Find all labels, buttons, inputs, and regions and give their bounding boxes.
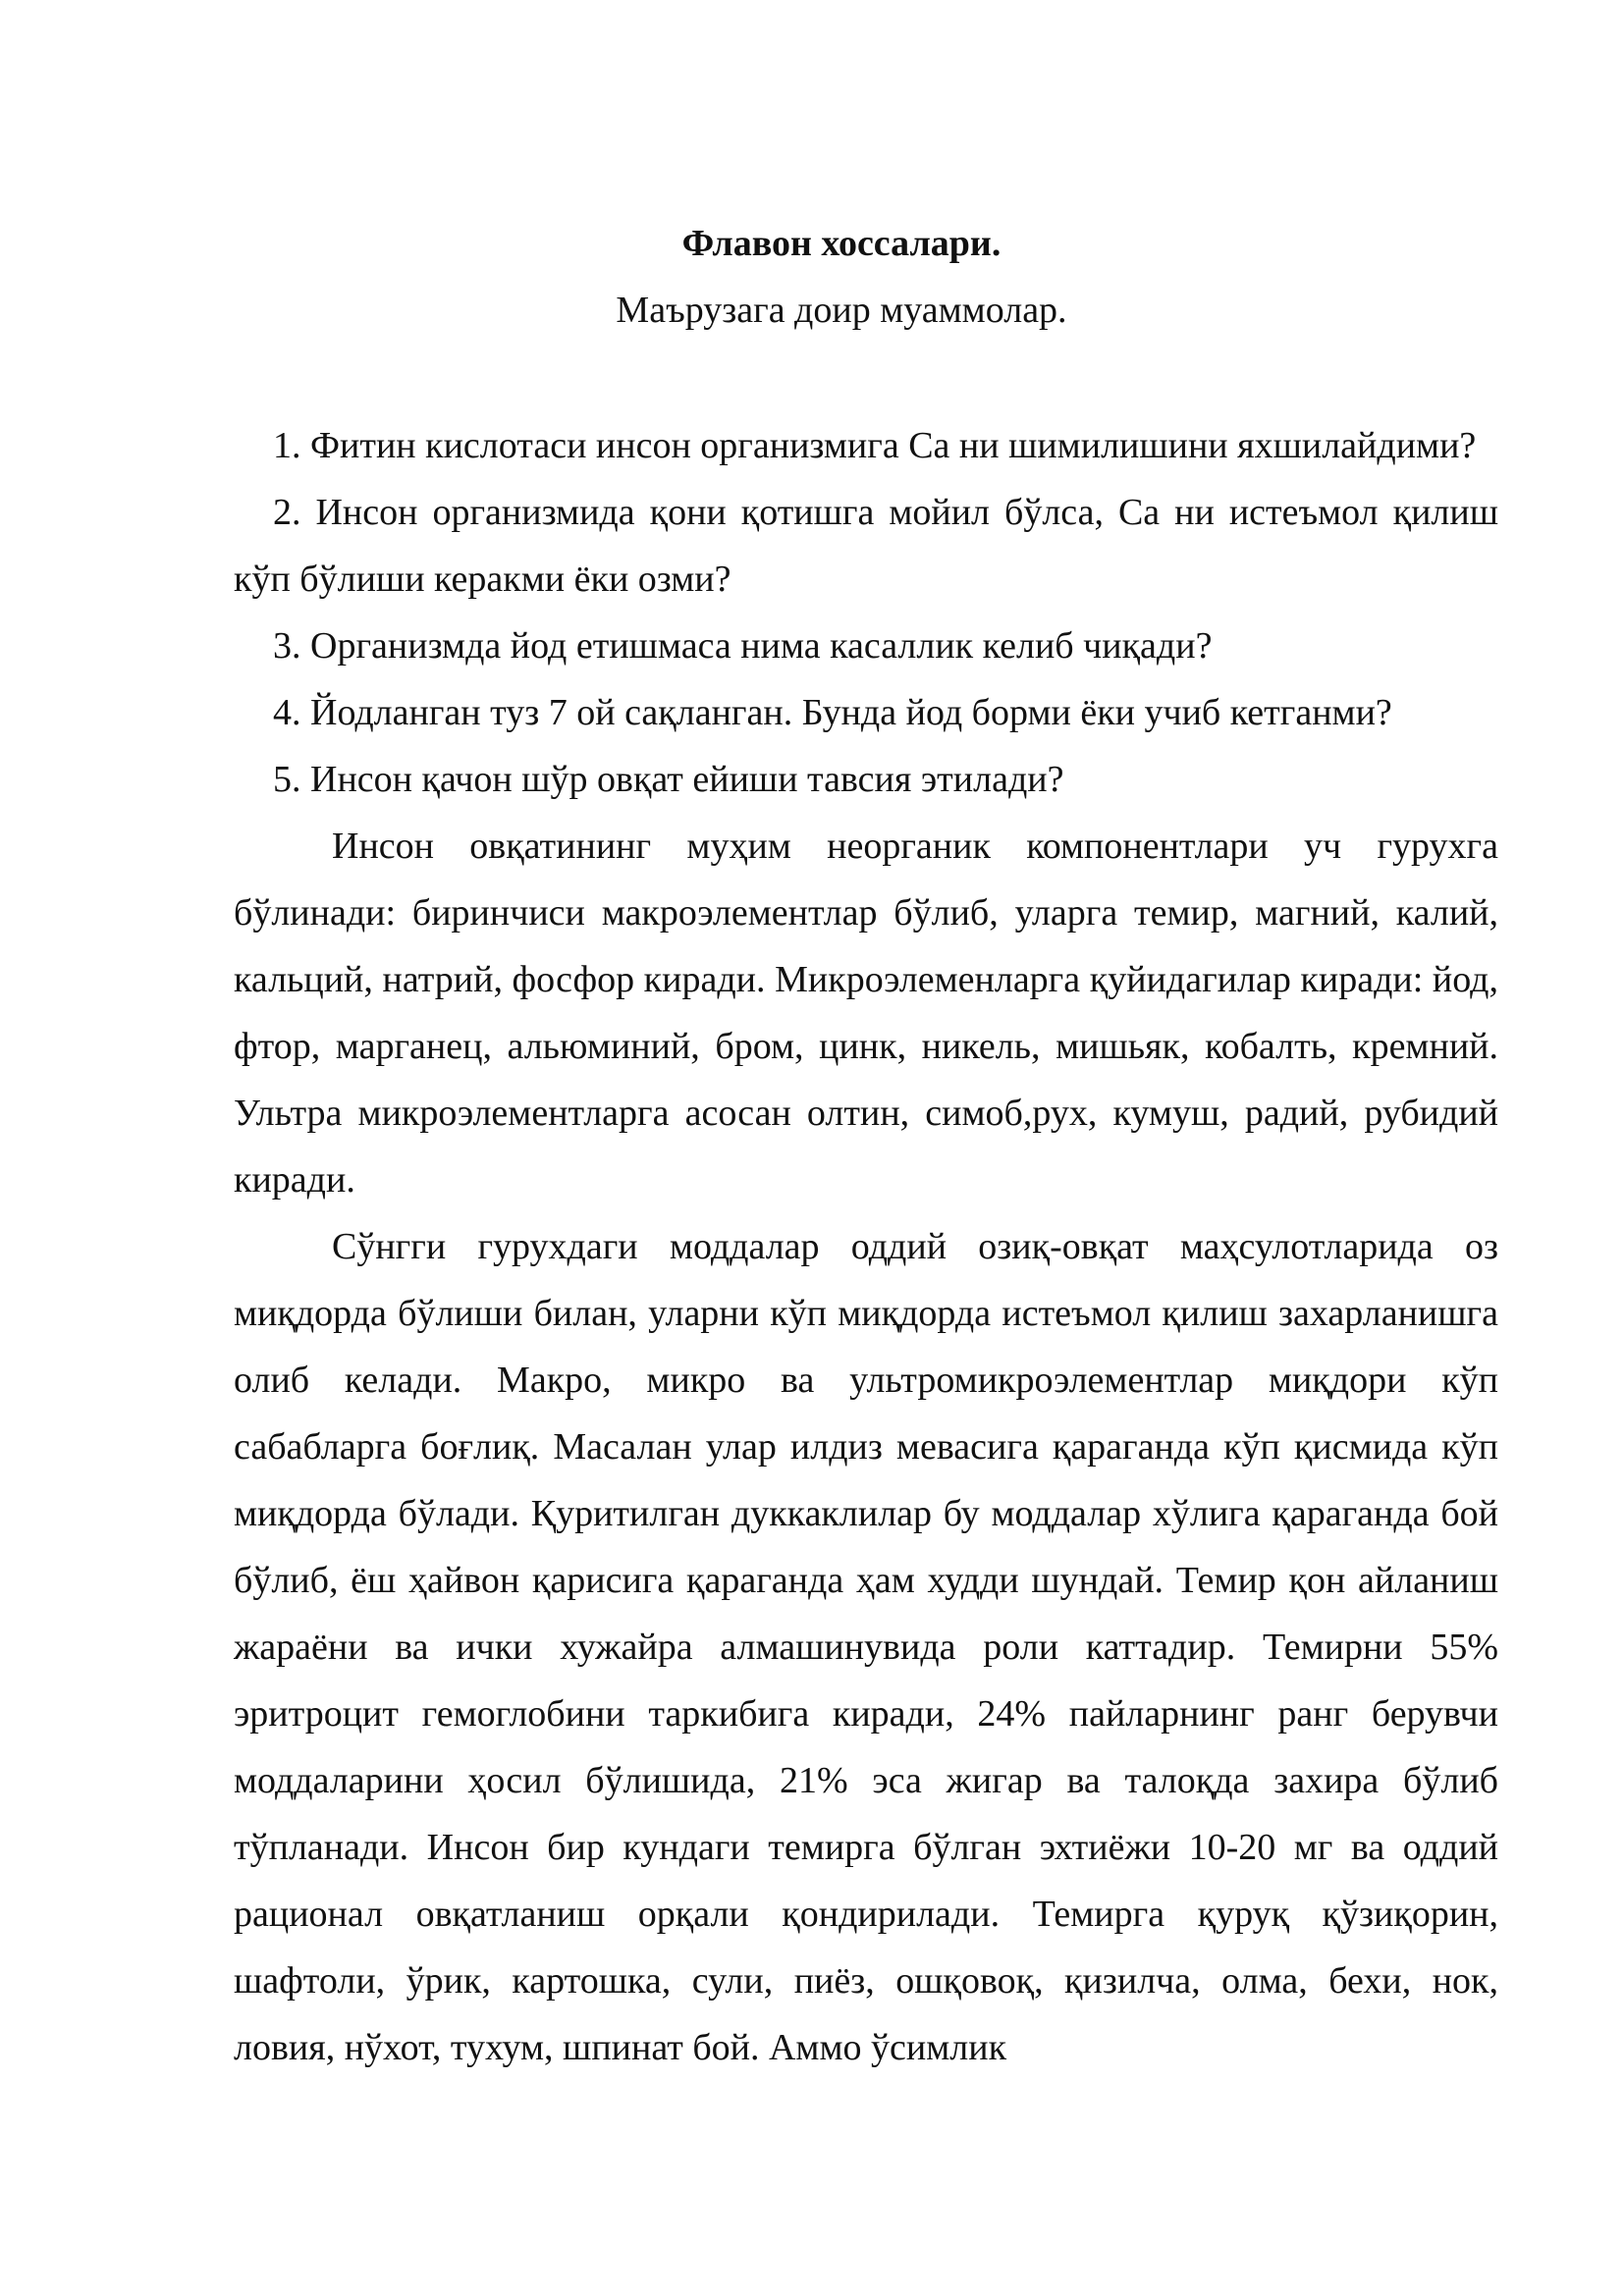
question-number: 2. <box>273 492 301 533</box>
question-text: Фитин кислотаси инсон организмига Ca ни шимилишини яхшилайдими? <box>310 425 1477 466</box>
question-text: Инсон қачон шўр овқат ейиши тавсия этилади? <box>310 759 1064 800</box>
question-item <box>234 412 1498 479</box>
question-item <box>234 679 1498 746</box>
document-body <box>234 412 1498 2081</box>
body-paragraph: Сўнгги гурухдаги моддалар оддий озиқ-овқат маҳсулотларида оз миқдорда бўлиши билан, уларни кўп миқдорда истеъмол қилиш захарланишга олиб келади. Макро, микро ва ультромикроэлементлар миқдори кўп сабабларга боғлиқ. Масалан улар илдиз мевасига қараганда кўп қисмида кўп миқдорда бўлади. Қуритилган дуккаклилар бу моддалар хўлига қараганда бой бўлиб, ёш ҳайвон қарисига қараганда ҳам худди шундай. Темир қон айланиш жараёни ва ички хужайра алмашинувида роли каттадир. Темирни 55% эритроцит гемоглобини таркибига киради, 24% пайларнинг ранг берувчи моддаларини ҳосил бўлишида, 21% эса жигар ва талоқда захира бўлиб тўпланади. Инсон бир кундаги темирга бўлган эхтиёжи 10-20 мг ва оддий рационал овқатланиш орқали қондирилади. Темирга қуруқ қўзиқорин, шафтоли, ўрик, картошка, сули, пиёз, ошқовоқ, қизилча, олма, бехи, нок, ловия, нўхот, тухум, шпинат бой. Аммо ўсимлик <box>234 1226 1498 2068</box>
document-subtitle: Маърузага доир муаммолар. <box>616 290 1067 331</box>
question-item <box>234 613 1498 679</box>
question-number: 4. <box>273 692 301 733</box>
question-text: Организмда йод етишмаса нима касаллик келиб чиқади? <box>310 625 1213 667</box>
question-list <box>234 412 1498 813</box>
question-item <box>234 479 1498 613</box>
question-text: Инсон организмида қони қотишга мойил бўлса, Ca ни истеъмол қилиш кўп бўлиши керакми ёки озми? <box>234 492 1498 600</box>
body-paragraph: Инсон овқатининг муҳим неорганик компонентлари уч гурухга бўлинади: биринчиси макроэлементлар бўлиб, уларга темир, магний, калий, кальций, натрий, фосфор киради. Микроэлеменларга қуйидагилар киради: йод, фтор, марганец, альюминий, бром, цинк, никель, мишьяк, кобалть, кремний. Ультра микроэлементларга асосан олтин, симоб,рух, кумуш, радий, рубидий киради. <box>234 826 1498 1201</box>
question-text: Йодланган туз 7 ой сақланган. Бунда йод борми ёки учиб кетганми? <box>310 692 1392 733</box>
document-title: Флавон хоссалари. <box>681 223 1001 264</box>
question-number: 3. <box>273 625 301 667</box>
question-item <box>234 746 1498 813</box>
question-number: 1. <box>273 425 301 466</box>
question-number: 5. <box>273 759 301 800</box>
